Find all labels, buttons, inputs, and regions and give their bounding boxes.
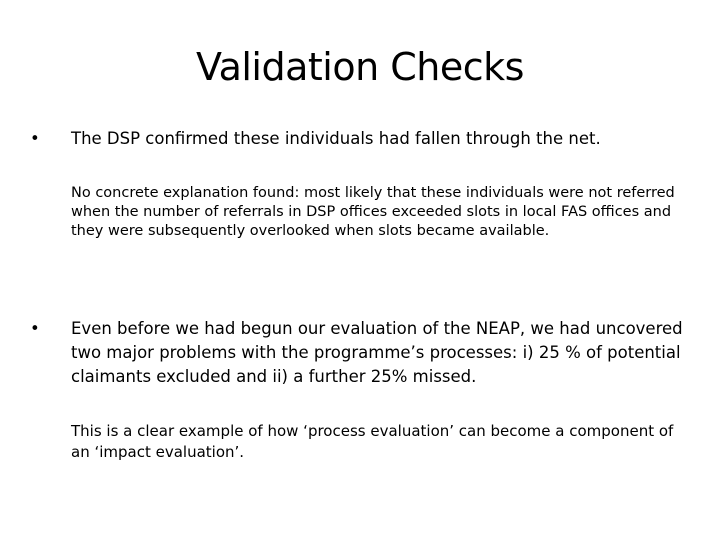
bullet-marker: • (30, 319, 40, 338)
sub-paragraph-1: No concrete explanation found: most likely that these individuals were not referred when the number of referrals in DSP offices exceeded slots in local FAS offices and they were subsequently overlooked when slots became available. (71, 185, 675, 239)
bullet-text-2: Even before we had begun our evaluation of the NEAP, we had uncovered two major problems with the programme’s processes: i) 25 % of potential claimants excluded and ii) a further 25% missed. (71, 319, 683, 386)
bullet-text-1: The DSP confirmed these individuals had fallen through the net. (71, 129, 601, 148)
bullet-item-2 (30, 317, 690, 389)
bullet-marker: • (30, 129, 40, 148)
bullet-item-1 (30, 126, 690, 152)
sub-paragraph-2: This is a clear example of how ‘process evaluation’ can become a component of an ‘impact evaluation’. (71, 422, 674, 461)
slide-title: Validation Checks (196, 45, 524, 89)
